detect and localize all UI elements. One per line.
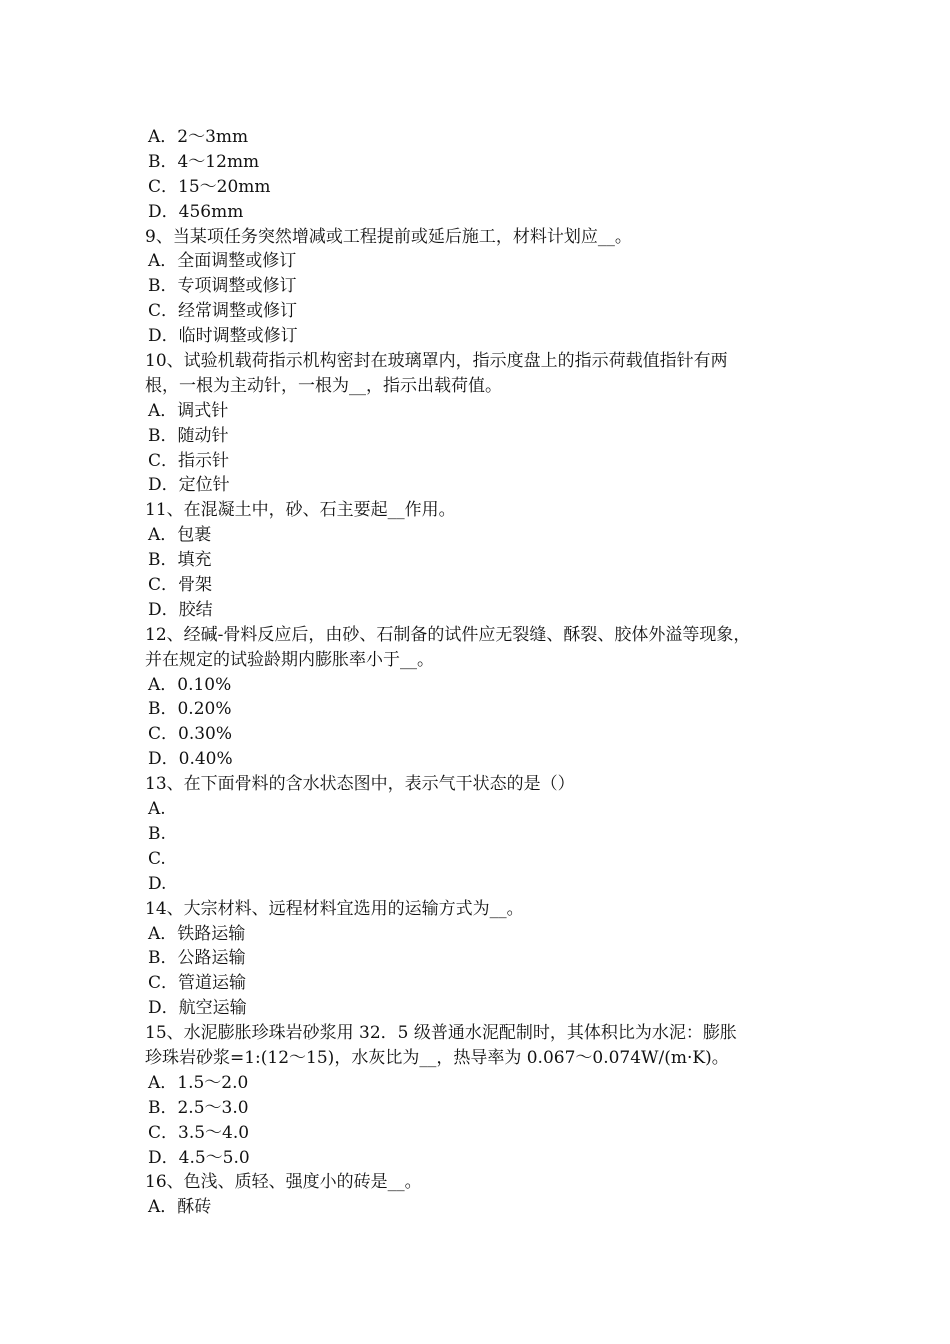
question-text: 15、水泥膨胀珍珠岩砂浆用 32．5 级普通水泥配制时，其体积比为水泥：膨胀 <box>145 1023 737 1044</box>
question-text: 16、色浅、质轻、强度小的砖是__。 <box>145 1172 422 1193</box>
answer-option: B．0.20% <box>148 699 232 720</box>
answer-option: C．管道运输 <box>148 973 247 994</box>
question-text: 根，一根为主动针，一根为__，指示出载荷值。 <box>145 375 502 396</box>
document-page <box>145 125 825 1220</box>
answer-option: A. <box>148 799 166 820</box>
question-text: 11、在混凝土中，砂、石主要起__作用。 <box>145 500 456 521</box>
answer-option: B．填充 <box>148 550 212 571</box>
answer-option: C. <box>148 848 166 869</box>
answer-option: A．酥砖 <box>148 1197 212 1218</box>
answer-option: B．公路运输 <box>148 948 246 969</box>
answer-option: B．专项调整或修订 <box>148 276 297 297</box>
answer-option: A．包裹 <box>148 525 212 546</box>
answer-option: D．0.40% <box>148 749 233 770</box>
answer-option: D．临时调整或修订 <box>148 326 298 347</box>
answer-option: A．调式针 <box>148 400 229 421</box>
answer-option: B．随动针 <box>148 425 229 446</box>
answer-option: A．1.5～2.0 <box>148 1072 249 1093</box>
answer-option: C．15～20mm <box>148 176 271 197</box>
question-text: 14、大宗材料、远程材料宜选用的运输方式为__。 <box>145 898 524 919</box>
answer-option: A．铁路运输 <box>148 923 246 944</box>
answer-option: C．经常调整或修订 <box>148 301 298 322</box>
answer-option: C．指示针 <box>148 450 230 471</box>
answer-option: A．全面调整或修订 <box>148 251 297 272</box>
answer-option: B. <box>148 823 166 844</box>
answer-option: D．456mm <box>148 201 244 222</box>
question-text: 9、当某项任务突然增减或工程提前或延后施工，材料计划应__。 <box>145 226 632 247</box>
answer-option: D．定位针 <box>148 475 230 496</box>
answer-option: B．4～12mm <box>148 151 260 172</box>
answer-option: A．2～3mm <box>148 127 249 147</box>
answer-option: C．骨架 <box>148 575 213 596</box>
answer-option: C．0.30% <box>148 724 233 745</box>
answer-option: D．胶结 <box>148 599 213 620</box>
question-text: 并在规定的试验龄期内膨胀率小于__。 <box>145 649 434 670</box>
answer-option: C．3.5～4.0 <box>148 1122 250 1143</box>
answer-option: D．4.5～5.0 <box>148 1147 250 1168</box>
question-text: 13、在下面骨料的含水状态图中，表示气干状态的是（） <box>145 774 575 795</box>
question-text: 10、试验机载荷指示机构密封在玻璃罩内，指示度盘上的指示荷载值指针有两 <box>145 351 728 372</box>
answer-option: D. <box>148 873 167 894</box>
answer-option: B．2.5～3.0 <box>148 1097 249 1118</box>
answer-option: D．航空运输 <box>148 998 247 1019</box>
answer-option: A．0.10% <box>148 674 232 695</box>
question-text: 珍珠岩砂浆=1:(12～15)，水灰比为__，热导率为 0.067～0.074W/(m·K)。 <box>145 1047 729 1068</box>
question-text: 12、经碱-骨料反应后，由砂、石制备的试件应无裂缝、酥裂、胶体外溢等现象， <box>145 624 751 645</box>
